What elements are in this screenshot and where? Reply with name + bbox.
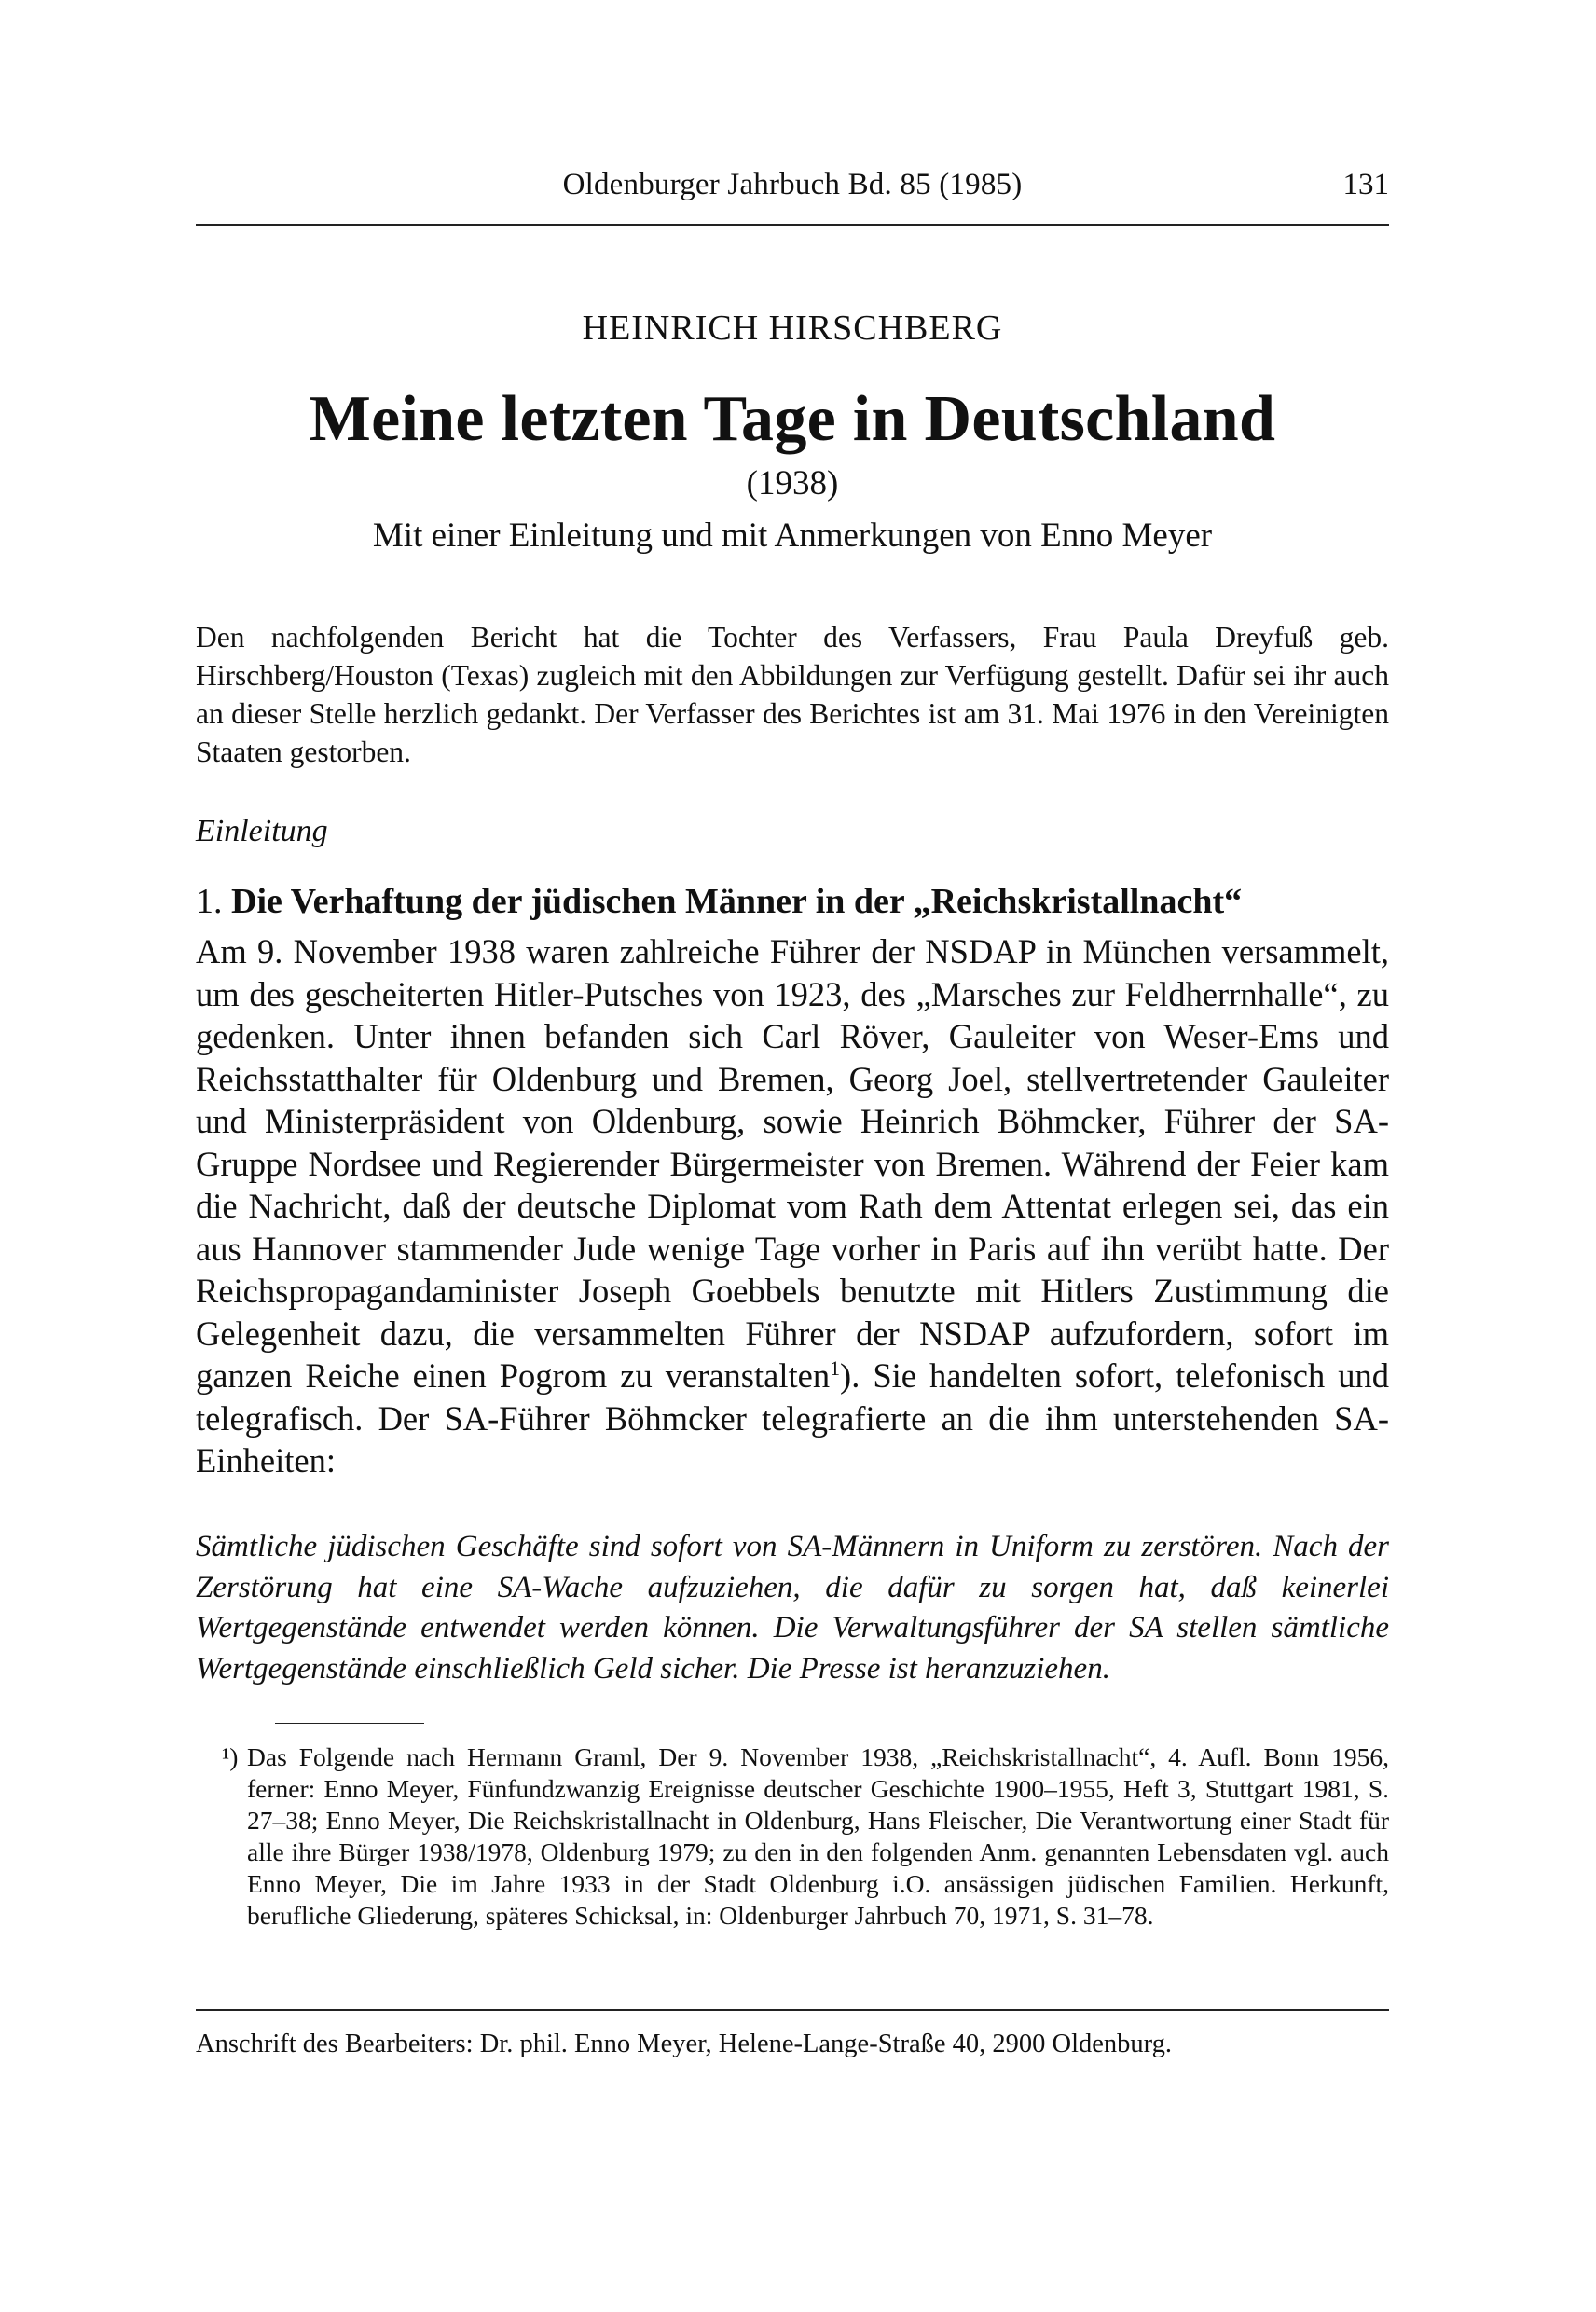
editor-address: Anschrift des Bearbeiters: Dr. phil. Enno Meyer, Helene-Lange-Straße 40, 2900 Oldenburg. [196, 2030, 1172, 2058]
footnote-text: Das Folgende nach Hermann Graml, Der 9. November 1938, „Reichskristallnacht“, 4. Aufl. Bonn 1956, ferner: Enno Meyer, Fünfundzwanzig Ereignisse deutscher Geschichte 1900–1955, Heft 3, Stuttgart 1981, S. 27–38; Enno Meyer, Die Reichskristallnacht in Oldenburg, Hans Fleischer, Die Verantwortung einer Stadt für alle ihre Bürger 1938/1978, Oldenburg 1979; zu den in den folgenden Anm. genannten Lebensdaten vgl. auch Enno Meyer, Die im Jahre 1933 in der Stadt Oldenburg i.O. ansässigen jüdischen Familien. Herkunft, berufliche Gliederung, späteres Schicksal, in: Oldenburger Jahrbuch 70, 1971, S. 31–78. [247, 1742, 1389, 1930]
article-author: HEINRICH HIRSCHBERG [582, 309, 1003, 348]
body-text-part-1: Am 9. November 1938 waren zahlreiche Führer der NSDAP in München versammelt, um des gescheiterten Hitler-Putsches von 1923, des „Marsches zur Feldherrnhalle“, zu gedenken. Unter ihnen befanden sich Carl Röver, Gauleiter von Weser-Ems und Reichsstatthalter für Oldenburg und Bremen, Georg Joel, stellvertretender Gauleiter und Ministerpräsident von Oldenburg, sowie Heinrich Böhmcker, Führer der SA-Gruppe Nordsee und Regierender Bürgermeister von Bremen. Während der Feier kam die Nachricht, daß der deutsche Diplomat vom Rath dem Attentat erlegen sei, das ein aus Hannover stammender Jude wenige Tage vorher in Paris auf ihn verübt hatte. Der Reichspropagandaminister Joseph Goebbels benutzte mit Hitlers Zustimmung die Gelegenheit dazu, die versammelten Führer der NSDAP aufzufordern, sofort im ganzen Reiche einen Pogrom zu veranstalten [196, 932, 1389, 1395]
intro-paragraph: Den nachfolgenden Bericht hat die Tochter des Verfassers, Frau Paula Dreyfuß geb. Hirschberg/Houston (Texas) zugleich mit den Abbildungen zur Verfügung gestellt. Dafür sei ihr auch an dieser Stelle herzlich gedankt. Der Verfasser des Berichtes ist am 31. Mai 1976 in den Vereinigten Staaten gestorben. [196, 621, 1389, 768]
article-title: Meine letzten Tage in Deutschland [309, 383, 1276, 455]
body-text-part-2: ). Sie handelten sofort, telefonisch und telegrafisch. Der SA-Führer Böhmcker telegrafierte an die ihm unterstehenden SA-Einheiten: [196, 1356, 1389, 1479]
article-year: (1938) [746, 464, 839, 502]
section-heading-number: 1. [196, 882, 223, 921]
article-subtitle: Mit einer Einleitung und mit Anmerkungen von Enno Meyer [372, 516, 1213, 555]
footnote-reference: 1 [830, 1356, 841, 1380]
body-paragraph [196, 930, 1389, 1482]
section-heading-text: Die Verhaftung der jüdischen Männer in der „Reichskristallnacht“ [231, 882, 1243, 921]
section-label: Einleitung [196, 814, 328, 848]
journal-title: Oldenburger Jahrbuch Bd. 85 (1985) [562, 168, 1023, 201]
section-heading [196, 881, 1389, 922]
footnote-rule [275, 1723, 424, 1724]
page-number: 131 [1342, 168, 1389, 201]
quoted-telegram: Sämtliche jüdischen Geschäfte sind sofort von SA-Männern in Uniform zu zerstören. Nach der Zerstörung hat eine SA-Wache aufzuziehen, die dafür zu sorgen hat, daß keinerlei Wertgegenstände entwendet werden können. Die Verwaltungsführer der SA stellen sämtliche Wertgegenstände einschließlich Geld sicher. Die Presse ist heranzuziehen. [196, 1530, 1389, 1686]
running-header [196, 168, 1389, 216]
footnote-marker: ¹) [222, 1742, 239, 1771]
header-rule [196, 224, 1389, 226]
address-rule [196, 2009, 1389, 2011]
footnote [196, 1741, 1389, 1932]
